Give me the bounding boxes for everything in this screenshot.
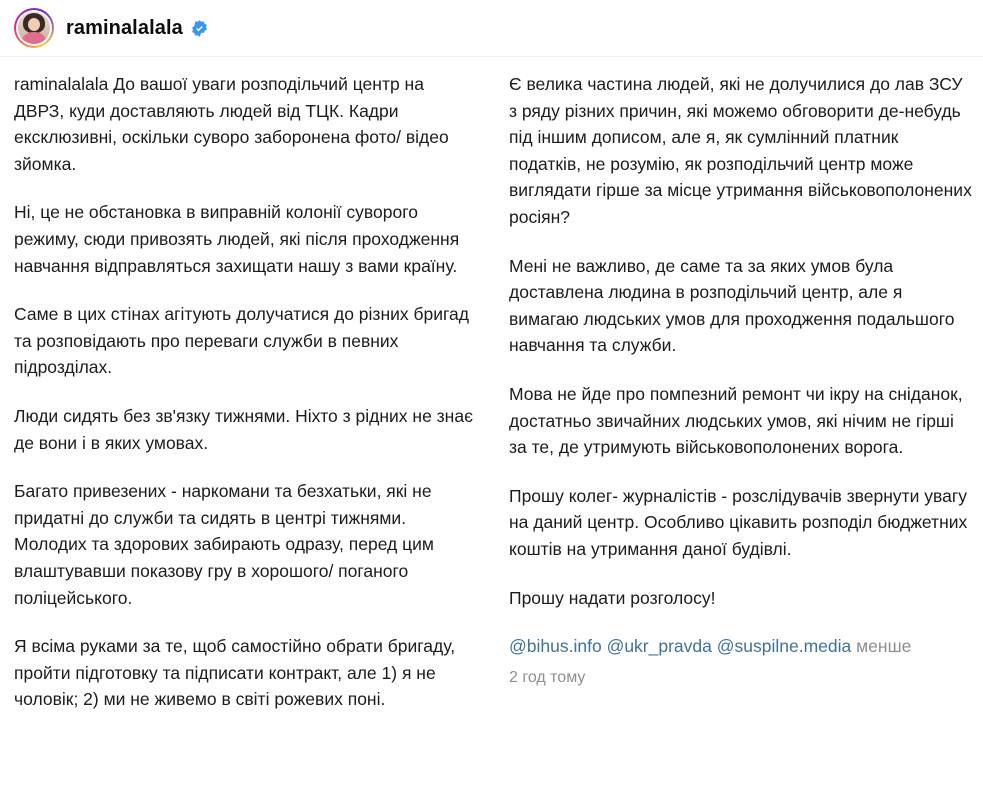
caption-column-right <box>509 71 972 713</box>
caption-paragraph: Мені не важливо, де саме та за яких умов була доставлена людина в розподільчий центр, але я вимагаю людських умов для проходження подальшого навчання та служби. <box>509 255 955 356</box>
avatar-ring-inner <box>16 10 52 46</box>
caption-paragraph: Саме в цих стінах агітують долучатися до різних бригад та розповідають про переваги служби в певних підрозділах. <box>14 304 469 378</box>
mention-link-bihus-info[interactable]: @bihus.info <box>509 636 602 657</box>
caption-toggle-less-button[interactable]: менше <box>856 636 912 657</box>
avatar-image <box>18 12 50 44</box>
caption-paragraph: Є велика частина людей, які не долучилися до лав ЗСУ з ряду різних причин, які можемо обговорити де-небудь під іншим дописом, але я, як сумлінний платник податків, не розумію, як розподільчий центр може виглядати гірше за місце утримання військовополонених росіян? <box>509 74 972 227</box>
caption-paragraph: Прошу надати розголосу! <box>509 587 716 608</box>
caption-paragraph <box>14 71 477 177</box>
caption-paragraph: Багато привезених - наркомани та безхатьки, які не придатні до служби та сидять в центрі тижнями. Молодих та здорових забирають одразу, перед цим влаштувавши показову гру в хорошого/ поганого поліцейського. <box>14 481 434 608</box>
verified-badge-icon <box>190 19 209 38</box>
caption-paragraph: Люди сидять без зв'язку тижнями. Ніхто з рідних не знає де вони і в яких умовах. <box>14 405 474 453</box>
caption-paragraph: Я всіма руками за те, щоб самостійно обрати бригаду, пройти підготовку та підписати контракт, але 1) я не чоловік; 2) ми не живемо в світі рожевих поні. <box>14 636 456 710</box>
post-caption-columns <box>0 57 983 713</box>
mention-link-ukr-pravda[interactable]: @ukr_pravda <box>606 636 712 657</box>
caption-paragraph: Прошу колег- журналістів - розслідувачів звернути увагу на даний центр. Особливо цікавить розподіл бюджетних коштів на утримання даної будівлі. <box>509 485 968 559</box>
caption-paragraph: Мова не йде про помпезний ремонт чи ікру на сніданок, достатньо звичайних людських умов, які нічим не гірші за те, де утримують військовополонених ворога. <box>509 383 963 458</box>
caption-paragraph-text: До вашої уваги розподільчий центр на ДВРЗ, куди доставляють людей від ТЦК. Кадри ексклюзивні, оскільки суворо заборонена фото/ відео зйомка. <box>14 74 449 174</box>
caption-author-username[interactable]: raminalalala <box>14 74 109 94</box>
caption-column-left <box>14 71 477 713</box>
account-username[interactable]: raminalalala <box>66 16 183 39</box>
mention-link-suspilne-media[interactable]: @suspilne.media <box>716 636 852 657</box>
post-timestamp: 2 год тому <box>509 669 586 687</box>
post-header <box>0 0 983 57</box>
mentions-row <box>509 633 972 659</box>
avatar[interactable] <box>14 8 54 48</box>
avatar-face <box>28 18 40 31</box>
caption-paragraph: Ні, це не обстановка в виправній колонії суворого режиму, сюди привозять людей, які після проходження навчання відправляться захищати нашу з вами країну. <box>14 202 460 276</box>
